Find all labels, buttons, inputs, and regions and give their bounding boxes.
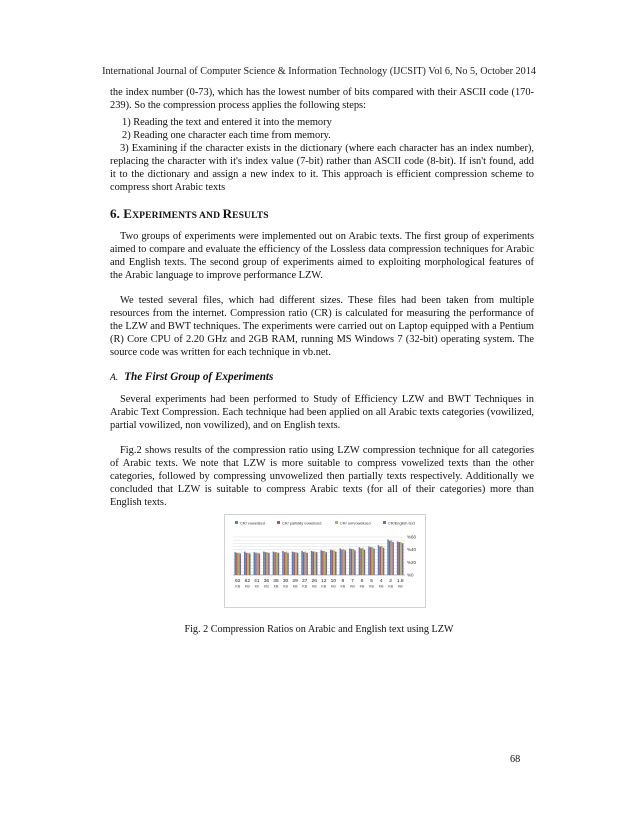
x-tick-label: 36	[263, 579, 270, 584]
x-tick-unit: KB	[378, 584, 384, 589]
x-tick-unit: KB	[235, 584, 241, 589]
bar	[257, 553, 259, 575]
bar	[360, 548, 362, 575]
running-header: International Journal of Computer Science & Information Technology (IJCSIT) Vol 6, No 5, October 2014	[102, 66, 536, 77]
bar	[306, 553, 308, 575]
x-tick-unit: KB	[397, 584, 403, 589]
legend-swatch	[277, 521, 280, 524]
x-tick-label: 41	[254, 579, 260, 584]
bar	[320, 550, 322, 575]
step-2: 2) Reading one character each time from memory.	[122, 130, 331, 141]
bar	[255, 553, 257, 575]
bar	[276, 552, 278, 575]
bar	[370, 547, 372, 575]
x-tick-unit: KB	[311, 584, 317, 589]
bar	[341, 550, 343, 575]
bar	[324, 551, 326, 575]
bar	[368, 547, 370, 576]
bar	[372, 547, 374, 575]
bar	[292, 552, 294, 575]
y-tick-label: %60	[407, 534, 417, 540]
bar	[284, 552, 286, 575]
bar	[351, 549, 353, 575]
x-tick-unit: KB	[264, 584, 269, 589]
x-tick-label: 8	[341, 579, 345, 584]
bar	[247, 553, 249, 575]
legend-label: CR/ partially vowelized	[282, 520, 322, 526]
x-tick-unit: KB	[330, 584, 336, 589]
body-text	[110, 86, 534, 509]
bar	[301, 551, 303, 575]
x-tick-label: 26	[311, 579, 317, 584]
x-tick-unit: KB	[292, 584, 298, 589]
bar	[364, 550, 366, 575]
x-tick-label: 27	[301, 579, 308, 584]
legend-label: CR/ unrvowelized	[340, 520, 371, 526]
bar	[399, 542, 401, 575]
paragraph: Several experiments had been performed to Study of Efficiency LZW and BWT Techniques in Arabic Text Compression. Each technique had been applied on all Arabic texts categories (vowilized, partial vowilized, non vowilized), and on English texts.	[110, 394, 534, 431]
paragraph: Fig.2 shows results of the compression ratio using LZW compression technique for all categories of Arabic texts. We note that LZW is more suitable to compress vowelized texts than the other categories, followed by compressing unvowelized then partially texts respectively. Additionally we concluded that LZW is suitable to compress Arabic texts (for all of their categories) more than English texts.	[110, 445, 534, 508]
bar	[246, 553, 248, 575]
x-tick-unit: KB	[283, 584, 288, 589]
bar	[244, 552, 246, 575]
bar	[322, 551, 324, 575]
x-tick-unit: KB	[340, 584, 346, 589]
bar	[303, 552, 305, 575]
bar	[352, 549, 354, 575]
bar	[359, 547, 361, 575]
x-tick-label: 4	[379, 579, 383, 584]
bar	[263, 552, 265, 575]
bar	[239, 553, 241, 575]
x-tick-unit: KB	[350, 584, 355, 589]
bar	[378, 545, 380, 575]
legend-swatch	[235, 521, 238, 524]
bar	[249, 553, 251, 575]
x-tick-unit: Kb	[254, 584, 260, 589]
bar	[266, 552, 268, 575]
bar	[238, 553, 240, 575]
bar	[274, 552, 276, 575]
bar	[392, 542, 394, 575]
paragraph: We tested several files, which had different sizes. These files had been taken from multiple resources from the internet. Compression ratio (CR) is calculated for measuring the performance of the LZW and BWT techniques. The experiments were carried out on Laptop equipped with a Pentium (R) Core CPU of 2.20 GHz and 2GB RAM, running MS Windows 7 (32-bit) operating system. The source code was written for each technique in vb.net.	[110, 295, 534, 358]
bar	[400, 542, 402, 575]
paragraph: Two groups of experiments were implemented out on Arabic texts. The first group of experiments aimed to compare and evaluate the efficiency of the Lossless data compression techniques for Arabic and English texts. The second group of experiments aimed to exploiting morphological features of the Arabic language to improve performance LZW.	[110, 231, 534, 281]
bar	[349, 548, 351, 575]
legend-label: CR/English text	[388, 520, 415, 526]
section-title-part: XPERIMENTS AND	[132, 210, 223, 221]
bar	[362, 548, 364, 575]
step-3: 3) Examining if the character exists in the dictionary (where each character has an index number), replacing the character with it's index value (7-bit) rather than ASCII code (8-bit). If isn't found, add it to the dictionary and assign a new index to it. This approach is efficient compression scheme to compress short Arabic texts	[110, 143, 534, 193]
bar	[333, 550, 335, 575]
bar	[314, 552, 316, 575]
bar-chart	[225, 515, 425, 607]
bar	[397, 541, 399, 575]
bar	[313, 552, 315, 575]
x-tick-label: 12	[321, 579, 327, 584]
bar	[311, 551, 313, 575]
step-1: 1) Reading the text and entered it into the memory	[122, 117, 332, 128]
bar	[293, 552, 295, 575]
x-tick-label: 62	[244, 579, 251, 584]
bar	[278, 553, 280, 575]
bar	[325, 552, 327, 575]
x-tick-unit: KB	[359, 584, 365, 589]
section-title-initial: R	[222, 206, 233, 221]
x-tick-label: 2	[389, 579, 393, 584]
bar	[295, 552, 297, 575]
bar	[287, 553, 289, 575]
x-tick-label: 7	[351, 579, 354, 584]
x-tick-label: 30	[282, 579, 289, 584]
bar	[273, 552, 275, 575]
y-tick-label: %20	[407, 559, 417, 565]
bar	[335, 552, 337, 575]
x-tick-unit: KB	[369, 584, 374, 589]
bar	[234, 552, 236, 575]
bar	[391, 540, 393, 575]
section-heading	[110, 207, 534, 222]
figure-caption: Fig. 2 Compression Ratios on Arabic and English text using LZW	[184, 624, 454, 635]
x-tick-unit: KB	[302, 584, 308, 589]
bar	[381, 546, 383, 575]
legend-label: CR/ vowelized	[240, 520, 265, 526]
x-tick-unit: KB	[244, 584, 250, 589]
subsection-letter: A.	[110, 373, 119, 383]
x-tick-label: 1.8	[396, 579, 404, 584]
x-tick-label: 5	[370, 579, 373, 584]
intro-paragraph: the index number (0-73), which has the lowest number of bits compared with their ASCII code (170-239). So the compression process applies the following steps:	[110, 87, 534, 111]
bar	[286, 552, 288, 575]
x-tick-unit: KB	[388, 584, 394, 589]
legend-swatch	[335, 521, 338, 524]
bar	[354, 550, 356, 575]
bar	[343, 549, 345, 575]
page-number: 68	[510, 754, 521, 765]
y-tick-label: %40	[407, 547, 417, 553]
bar	[330, 550, 332, 575]
bar	[282, 551, 284, 575]
bar	[259, 553, 261, 575]
x-tick-label: 62	[235, 579, 241, 584]
bar	[332, 550, 334, 575]
x-tick-label: 29	[292, 579, 298, 584]
figure-2-chart	[224, 514, 426, 608]
bar	[316, 552, 318, 575]
bar	[389, 541, 391, 575]
x-tick-label: 6	[360, 579, 364, 584]
subsection-title: The First Group of Experiments	[124, 371, 274, 383]
section-title-part: ESULTS	[232, 210, 269, 221]
x-tick-unit: KB	[273, 584, 279, 589]
x-tick-label: 10	[330, 579, 337, 584]
bar	[268, 553, 270, 575]
bar	[387, 540, 389, 575]
bar	[379, 547, 381, 576]
y-tick-label: %0	[407, 572, 414, 578]
section-number: 6. E	[110, 206, 133, 221]
bar	[297, 553, 299, 575]
bar	[345, 550, 347, 575]
x-tick-label: 35	[273, 579, 279, 584]
bar	[305, 552, 307, 575]
legend-swatch	[383, 521, 386, 524]
bar	[373, 548, 375, 575]
bar	[402, 543, 404, 575]
bar	[383, 548, 385, 575]
bar	[340, 548, 342, 575]
bar	[265, 552, 267, 575]
bar	[236, 553, 238, 575]
bar	[254, 552, 256, 575]
x-tick-unit: KB	[321, 584, 327, 589]
subsection-heading	[110, 371, 534, 385]
